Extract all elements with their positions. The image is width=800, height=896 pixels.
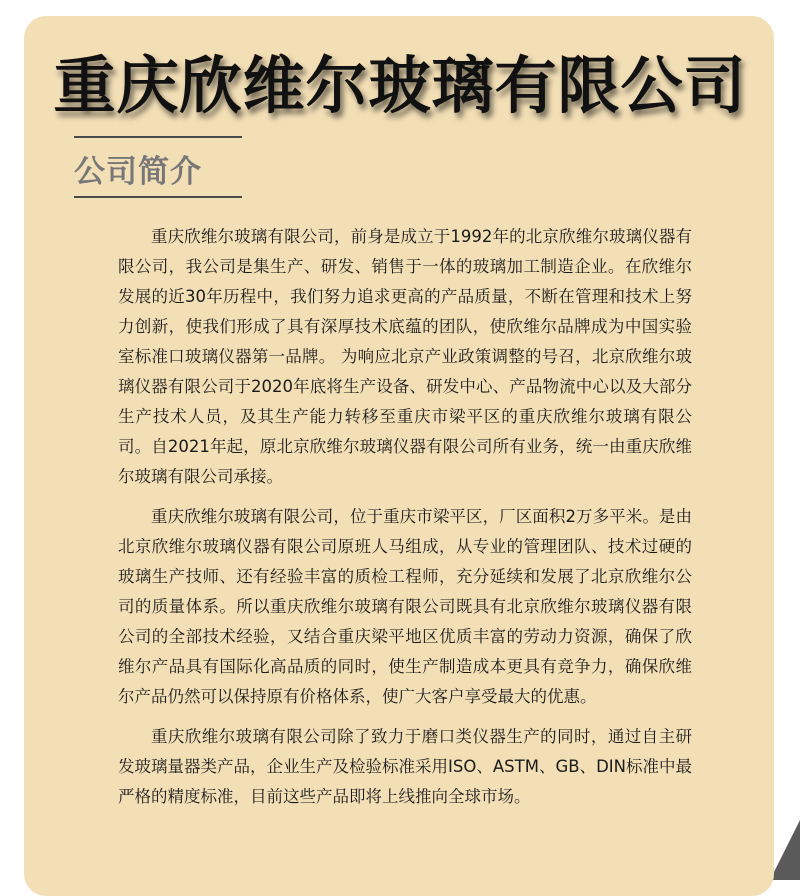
company-title: 重庆欣维尔玻璃有限公司 xyxy=(53,49,747,122)
intro-paragraph-2: 重庆欣维尔玻璃有限公司，位于重庆市梁平区，厂区面积2万多平米。是由北京欣维尔玻璃仪器有限公司原班人马组成，从专业的管理团队、技术过硬的玻璃生产技师、还有经验丰富的质检工程师，充分延续和发展了北京欣维尔公司的质量体系。所以重庆欣维尔玻璃有限公司既具有北京欣维尔玻璃仪器有限公司的全部技术经验，又结合重庆梁平地区优质丰富的劳动力资源，确保了欣维尔产品具有国际化高品质的同时，使生产制造成本更具有竞争力，确保欣维尔产品仍然可以保持原有价格体系，使广大客户享受最大的优惠。 xyxy=(118,507,692,706)
section-heading: 公司简介 xyxy=(74,154,202,190)
intro-text-block xyxy=(118,222,692,822)
heading-rule-bottom xyxy=(74,196,242,198)
intro-paragraph-3: 重庆欣维尔玻璃有限公司除了致力于磨口类仪器生产的同时，通过自主研发玻璃量器类产品，企业生产及检验标准采用ISO、ASTM、GB、DIN标准中最严格的精度标准，目前这些产品即将上线推向全球市场。 xyxy=(118,727,692,806)
intro-paragraph-1: 重庆欣维尔玻璃有限公司，前身是成立于1992年的北京欣维尔玻璃仪器有限公司，我公司是集生产、研发、销售于一体的玻璃加工制造企业。在欣维尔发展的近30年历程中，我们努力追求更高的产品质量，不断在管理和技术上努力创新，使我们形成了具有深厚技术底蕴的团队，使欣维尔品牌成为中国实验室标准口玻璃仪器第一品牌。 为响应北京产业政策调整的号召，北京欣维尔玻璃仪器有限公司于2020年底将生产设备、研发中心、产品物流中心以及大部分生产技术人员，及其生产能力转移至重庆市梁平区的重庆欣维尔玻璃有限公司。自2021年起，原北京欣维尔玻璃仪器有限公司所有业务，统一由重庆欣维尔玻璃有限公司承接。 xyxy=(118,227,692,486)
corner-stripe-decoration xyxy=(770,820,800,880)
heading-rule-top xyxy=(74,136,242,138)
